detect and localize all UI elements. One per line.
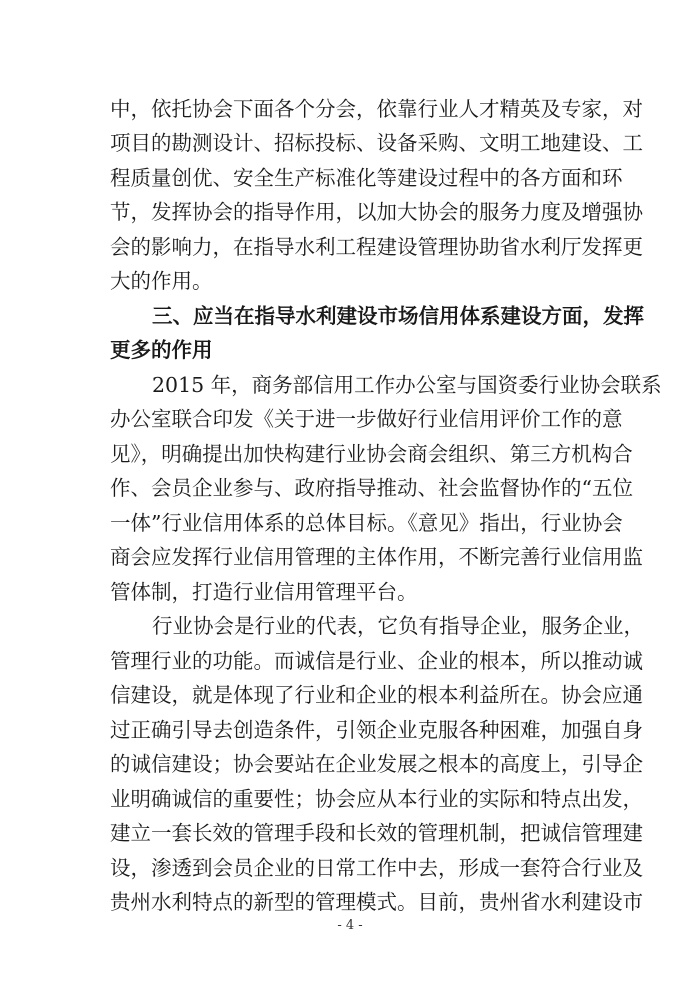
paragraph-1-line-2: 项目的勘测设计、招标投标、设备采购、文明工地建设、工	[110, 131, 643, 155]
paragraph-2-line-6: 商会应发挥行业信用管理的主体作用，不断完善行业信用监	[110, 545, 643, 569]
paragraph-1-line-1: 中，依托协会下面各个分会，依靠行业人才精英及专家，对	[110, 97, 643, 121]
paragraph-3-line-9: 贵州水利特点的新型的管理模式。目前，贵州省水利建设市	[110, 890, 643, 914]
paragraph-1-line-3: 程质量创优、安全生产标准化等建设过程中的各方面和环	[110, 166, 623, 190]
paragraph-1-line-6: 大的作用。	[110, 269, 213, 293]
section-heading-line-1: 三、应当在指导水利建设市场信用体系建设方面，发挥	[152, 304, 644, 328]
paragraph-3-line-1: 行业协会是行业的代表，它负有指导企业，服务企业，	[152, 614, 644, 638]
paragraph-2-line-3: 见》，明确提出加快构建行业协会商会组织、第三方机构合	[110, 442, 633, 466]
paragraph-3-line-5: 的诚信建设；协会要站在企业发展之根本的高度上，引导企	[110, 752, 643, 776]
paragraph-2-line-7: 管体制，打造行业信用管理平台。	[110, 580, 418, 604]
paragraph-1-line-4: 节，发挥协会的指导作用，以加大协会的服务力度及增强协	[110, 200, 643, 224]
paragraph-3-line-6: 业明确诚信的重要性；协会应从本行业的实际和特点出发，	[110, 787, 643, 811]
paragraph-1-line-5: 会的影响力，在指导水利工程建设管理协助省水利厅发挥更	[110, 235, 643, 259]
paragraph-2-line-5: 一体”行业信用体系的总体目标。《意见》指出，行业协会	[110, 511, 623, 535]
paragraph-2-line-2: 办公室联合印发《关于进一步做好行业信用评价工作的意	[110, 407, 623, 431]
section-heading-line-2: 更多的作用	[110, 338, 213, 362]
paragraph-3-line-7: 建立一套长效的管理手段和长效的管理机制，把诚信管理建	[110, 821, 643, 845]
paragraph-2-line-1: 2015 年，商务部信用工作办公室与国资委行业协会联系	[152, 373, 662, 397]
paragraph-3-line-3: 信建设，就是体现了行业和企业的根本利益所在。协会应通	[110, 683, 643, 707]
paragraph-3-line-4: 过正确引导去创造条件，引领企业克服各种困难，加强自身	[110, 718, 643, 742]
paragraph-3-line-2: 管理行业的功能。而诚信是行业、企业的根本，所以推动诚	[110, 649, 643, 673]
page-number: - 4 -	[337, 918, 363, 933]
paragraph-3-line-8: 设，渗透到会员企业的日常工作中去，形成一套符合行业及	[110, 856, 643, 880]
paragraph-2-line-4: 作、会员企业参与、政府指导推动、社会监督协作的“五位	[110, 476, 633, 500]
